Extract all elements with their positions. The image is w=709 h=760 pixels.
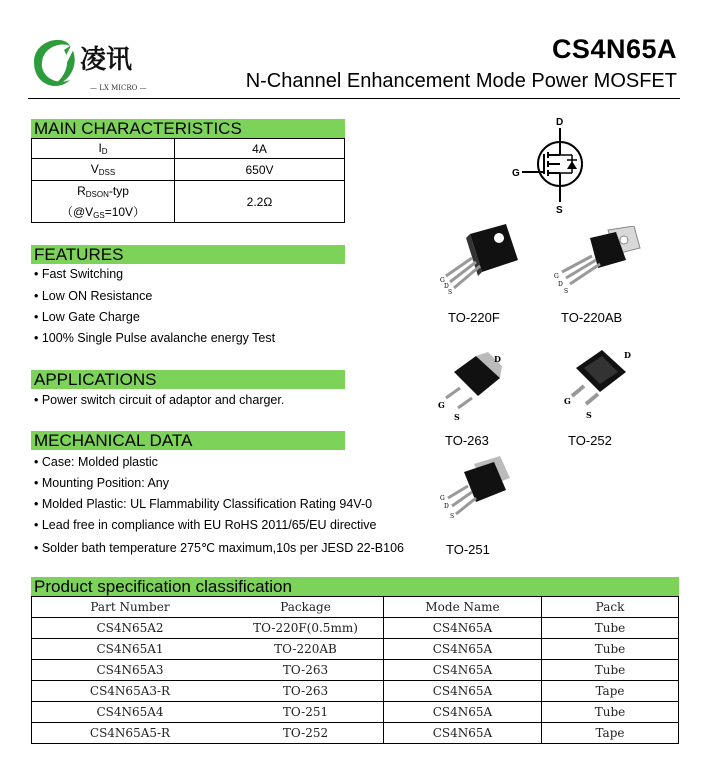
table-cell: Tube xyxy=(542,639,679,660)
value-cell: 4A xyxy=(175,139,345,159)
svg-text:G: G xyxy=(440,495,445,502)
package-label: TO-220F xyxy=(448,310,500,325)
package-label: TO-252 xyxy=(568,433,612,448)
param-cell: $V_{DSS}$ xyxy=(32,159,175,181)
package-label: TO-263 xyxy=(445,433,489,448)
svg-text:D: D xyxy=(444,283,449,290)
svg-text:D: D xyxy=(624,350,631,360)
column-header: Mode Name xyxy=(384,597,542,618)
table-row xyxy=(32,660,679,681)
package-label: TO-251 xyxy=(446,542,490,557)
list-item: • Low Gate Charge xyxy=(34,310,140,324)
table-cell: CS4N65A5-R xyxy=(32,723,229,744)
svg-text:G: G xyxy=(438,400,445,410)
column-header: Part Number xyxy=(32,597,229,618)
table-row xyxy=(32,639,679,660)
to220f-package-icon xyxy=(438,222,524,296)
table-cell: TO-263 xyxy=(228,660,384,681)
table-cell: Tube xyxy=(542,702,679,723)
table-cell: CS4N65A xyxy=(384,660,542,681)
table-cell: Tape xyxy=(542,723,679,744)
svg-text:D: D xyxy=(444,503,449,510)
product-spec-heading: Product specification classification xyxy=(31,577,679,596)
header-divider xyxy=(28,98,680,99)
table-cell: TO-252 xyxy=(228,723,384,744)
svg-text:D: D xyxy=(494,354,501,364)
table-cell: CS4N65A xyxy=(384,723,542,744)
mechanical-data-heading: MECHANICAL DATA xyxy=(31,431,345,450)
param-cell: $I_D$ xyxy=(32,139,175,159)
table-cell: Tube xyxy=(542,618,679,639)
svg-text:S: S xyxy=(564,288,569,295)
logo-emblem-icon xyxy=(30,32,154,94)
list-item: • Case: Molded plastic xyxy=(34,455,158,469)
source-label: S xyxy=(556,205,563,214)
drain-label: D xyxy=(556,117,564,128)
table-header-row xyxy=(32,597,679,618)
main-characteristics-heading: MAIN CHARACTERISTICS xyxy=(31,119,345,138)
to251-package-icon xyxy=(434,456,514,528)
part-subtitle: N-Channel Enhancement Mode Power MOSFET xyxy=(245,70,677,92)
svg-text:G: G xyxy=(564,396,571,406)
table-cell: CS4N65A2 xyxy=(32,618,229,639)
table-row xyxy=(32,139,345,159)
to252-package-icon xyxy=(554,346,634,422)
part-number-title: CS4N65A xyxy=(551,34,677,64)
table-cell: CS4N65A xyxy=(384,639,542,660)
brand-tagline: — LX MICRO — xyxy=(90,84,147,92)
column-header: Pack xyxy=(542,597,679,618)
param-cell: $R_{DSON}$-typ $(@V_{GS}=10V)$ xyxy=(32,181,175,223)
svg-text:D: D xyxy=(558,281,563,288)
list-item: • Solder bath temperature 275℃ maximum,10s per JESD 22-B106 xyxy=(34,541,404,555)
value-cell: 2.2Ω xyxy=(175,181,345,223)
table-row xyxy=(32,723,679,744)
table-row xyxy=(32,681,679,702)
table-cell: CS4N65A xyxy=(384,618,542,639)
table-cell: TO-251 xyxy=(228,702,384,723)
gate-label: G xyxy=(512,168,520,179)
table-cell: TO-220AB xyxy=(228,639,384,660)
table-row xyxy=(32,702,679,723)
table-cell: CS4N65A3 xyxy=(32,660,229,681)
main-characteristics-table xyxy=(31,138,345,223)
table-cell: Tape xyxy=(542,681,679,702)
list-item: • Mounting Position: Any xyxy=(34,476,170,490)
features-heading: FEATURES xyxy=(31,245,345,264)
list-item: • Power switch circuit of adaptor and charger. xyxy=(34,393,285,407)
table-cell: TO-220F(0.5mm) xyxy=(228,618,384,639)
svg-text:S: S xyxy=(450,513,455,520)
list-item: • 100% Single Pulse avalanche energy Test xyxy=(34,331,276,345)
svg-text:G: G xyxy=(554,273,559,280)
table-cell: CS4N65A4 xyxy=(32,702,229,723)
company-logo xyxy=(30,32,154,94)
table-row xyxy=(32,618,679,639)
list-item: • Fast Switching xyxy=(34,267,124,281)
brand-name: 凌讯 xyxy=(80,45,133,75)
list-item: • Molded Plastic: UL Flammability Classification Rating 94V-0 xyxy=(34,497,373,511)
table-cell: CS4N65A xyxy=(384,681,542,702)
svg-text:G: G xyxy=(440,277,445,284)
list-item: • Low ON Resistance xyxy=(34,289,153,303)
mosfet-symbol-icon xyxy=(508,114,598,214)
column-header: Package xyxy=(228,597,384,618)
table-cell: CS4N65A xyxy=(384,702,542,723)
package-label: TO-220AB xyxy=(561,310,623,325)
table-row xyxy=(32,159,345,181)
table-cell: CS4N65A3-R xyxy=(32,681,229,702)
list-item: • Lead free in compliance with EU RoHS 2011/65/EU directive xyxy=(34,518,377,532)
table-row xyxy=(32,181,345,223)
applications-heading: APPLICATIONS xyxy=(31,370,345,389)
table-cell: TO-263 xyxy=(228,681,384,702)
value-cell: 650V xyxy=(175,159,345,181)
to263-package-icon xyxy=(436,352,506,426)
svg-text:S: S xyxy=(586,410,592,420)
to220ab-package-icon xyxy=(550,226,642,298)
table-cell: Tube xyxy=(542,660,679,681)
table-cell: CS4N65A1 xyxy=(32,639,229,660)
product-spec-table xyxy=(31,596,679,744)
svg-text:S: S xyxy=(454,412,460,422)
svg-text:S: S xyxy=(448,289,453,296)
